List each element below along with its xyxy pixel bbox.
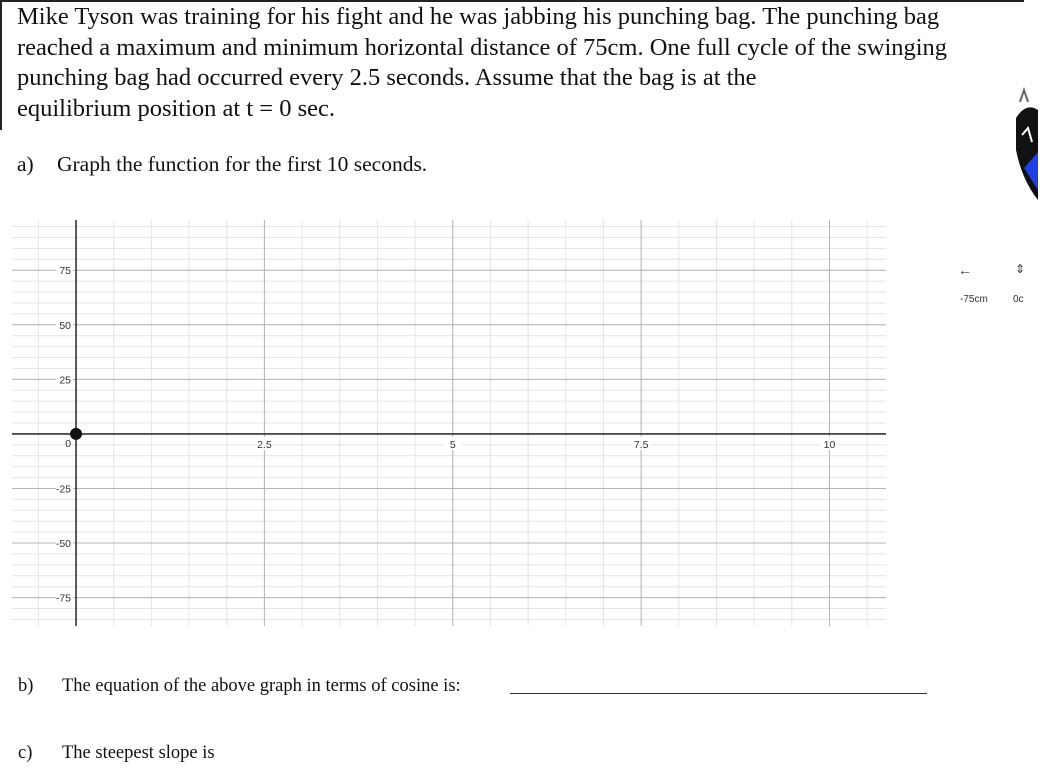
origin-point: [70, 428, 82, 440]
y-tick-label: 50: [59, 319, 72, 332]
y-tick-label: 75: [59, 265, 72, 278]
origin-label: 0: [65, 437, 72, 450]
problem-line: Mike Tyson was training for his fight and he was jabbing his punching bag. The punching bag: [17, 3, 940, 30]
y-tick-label: -75: [55, 592, 72, 605]
x-tick-label: 7.5: [633, 438, 649, 451]
y-tick-label: -25: [55, 483, 72, 496]
y-tick-label: 25: [59, 374, 72, 387]
problem-line: punching bag had occurred every 2.5 seconds. Assume that the bag is at the: [17, 64, 757, 91]
y-tick-label: -50: [55, 538, 72, 551]
sinusoid-graph-grid[interactable]: [0, 200, 900, 630]
x-tick-label: 10: [823, 438, 836, 451]
part-a-prompt: Graph the function for the first 10 seconds.: [57, 152, 428, 176]
part-b-letter: b): [18, 676, 34, 696]
problem-statement: [17, 2, 1057, 124]
part-c-letter: c): [18, 743, 33, 763]
x-tick-label: 5: [449, 438, 456, 451]
up-down-arrow-icon: ⇕: [1015, 262, 1026, 276]
problem-line: equilibrium position at t = 0 sec.: [17, 94, 335, 122]
left-arrow-icon: ←: [958, 262, 972, 278]
part-a-letter: a): [17, 152, 34, 176]
punching-bag-illustration-icon: [1008, 80, 1038, 200]
problem-line: reached a maximum and minimum horizontal distance of 75cm. One full cycle of the swinging: [17, 33, 948, 61]
left-border: [0, 0, 2, 130]
distance-label: -75cm: [960, 294, 988, 305]
x-tick-label: 2.5: [257, 438, 272, 451]
part-c-prompt: The steepest slope is: [62, 743, 215, 763]
distance-label-cut: 0c: [1013, 294, 1024, 305]
equation-answer-blank[interactable]: [510, 693, 927, 694]
part-b-prompt: The equation of the above graph in terms of cosine is:: [62, 676, 461, 696]
